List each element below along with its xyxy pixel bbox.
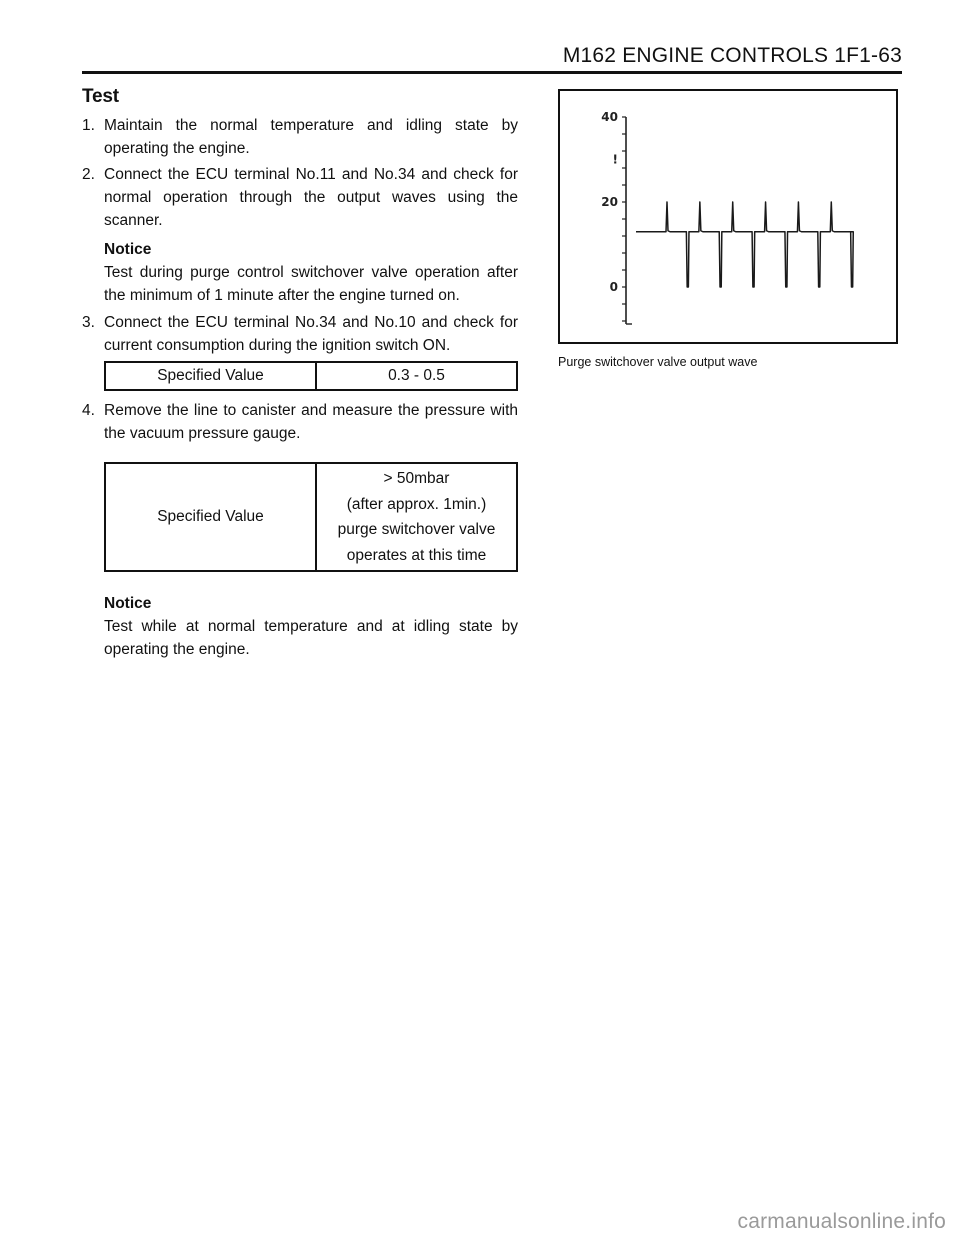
spec-label: Specified Value <box>105 463 316 571</box>
spec-value-line: operates at this time <box>346 546 487 564</box>
waveform-figure <box>558 89 898 344</box>
section-title: Test <box>82 86 119 107</box>
page-header-title: M162 ENGINE CONTROLS 1F1-63 <box>562 44 902 67</box>
notice-text: Test while at normal temperature and at idling state by operating the engine. <box>104 618 518 658</box>
step-text: Connect the ECU terminal No.11 and No.34 and check for normal operation through the output waves using the scanner. <box>104 166 518 229</box>
waveform-line <box>636 202 853 287</box>
spec-value-line: (after approx. 1min.) <box>346 495 487 513</box>
step-number: 3. <box>82 314 95 331</box>
notice-1 <box>104 238 518 307</box>
notice-2 <box>104 592 518 661</box>
left-column <box>82 86 518 665</box>
step-number: 1. <box>82 117 95 134</box>
spec-value <box>316 463 517 571</box>
header-rule <box>82 71 902 74</box>
step-text: Maintain the normal temperature and idling state by operating the engine. <box>104 117 518 157</box>
spec-value-line: purge switchover valve <box>337 521 496 538</box>
waveform-series <box>636 202 853 287</box>
y-axis <box>622 117 632 324</box>
spec-value-line: > 50mbar <box>383 470 450 487</box>
waveform-chart <box>560 91 896 342</box>
watermark: carmanualsonline.info <box>737 1210 946 1233</box>
y-tick-labels <box>601 110 618 294</box>
step-text: Remove the line to canister and measure the pressure with the vacuum pressure gauge. <box>104 402 518 442</box>
step-text: Connect the ECU terminal No.34 and No.10 and check for current consumption during the ignition switch ON. <box>104 314 518 354</box>
y-tick-label: 0 <box>609 280 618 294</box>
spec-table-pressure <box>104 462 518 572</box>
spec-label: Specified Value <box>105 362 316 390</box>
step-4 <box>82 399 518 445</box>
step-number: 2. <box>82 166 95 183</box>
spec-table-current <box>104 361 518 391</box>
notice-text: Test during purge control switchover valve operation after the minimum of 1 minute after the engine turned on. <box>104 264 518 304</box>
notice-label: Notice <box>104 241 152 258</box>
notice-label: Notice <box>104 595 152 612</box>
y-tick-label: 20 <box>601 195 618 209</box>
step-2 <box>82 163 518 232</box>
step-3 <box>82 311 518 357</box>
y-tick-label: ! <box>612 152 618 167</box>
y-tick-label: 40 <box>601 110 618 124</box>
step-number: 4. <box>82 402 95 419</box>
spec-value: 0.3 - 0.5 <box>316 362 517 390</box>
step-1 <box>82 114 518 160</box>
figure-caption: Purge switchover valve output wave <box>558 355 758 369</box>
